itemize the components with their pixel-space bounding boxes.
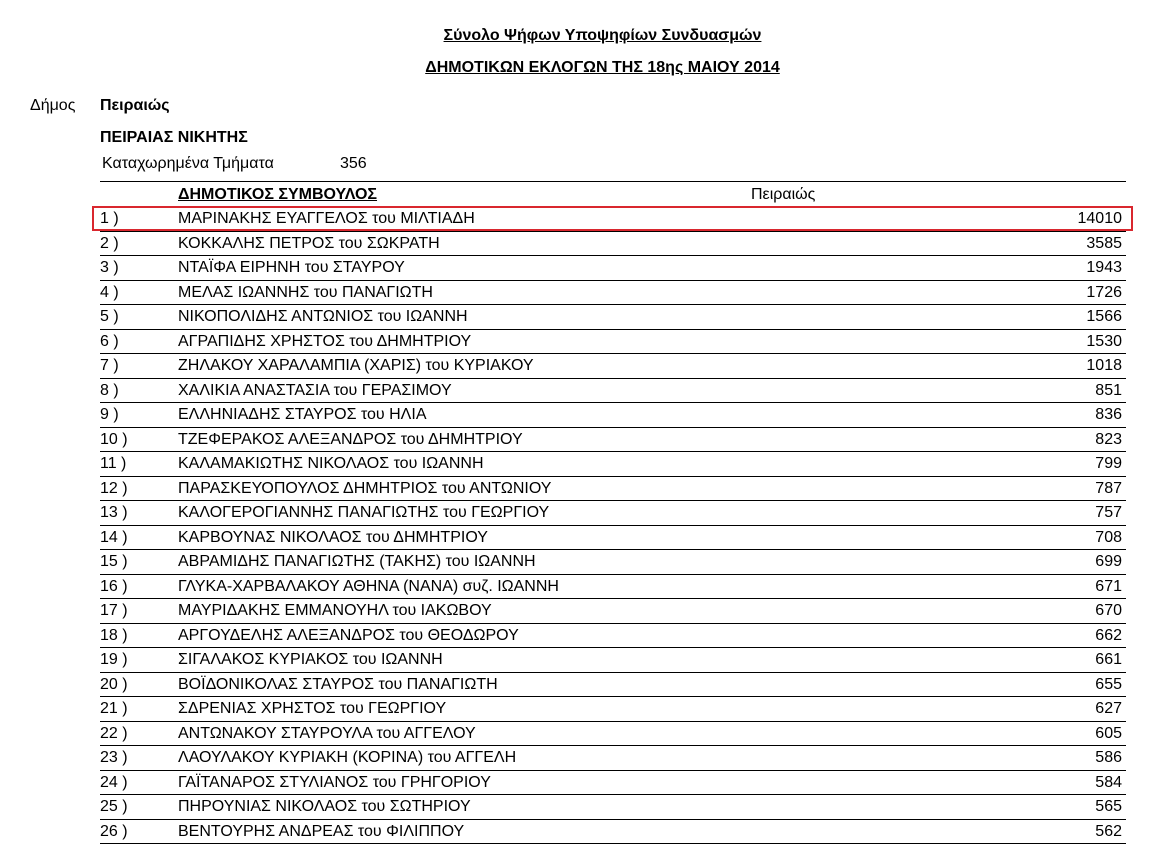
table-row	[100, 281, 1126, 306]
header-divider	[100, 181, 1126, 182]
vote-count: 605	[1095, 724, 1122, 742]
candidate-name: ΚΟΚΚΑΛΗΣ ΠΕΤΡΟΣ του ΣΩΚΡΑΤΗ	[178, 234, 440, 252]
candidate-name: ΜΑΥΡΙΔΑΚΗΣ ΕΜΜΑΝΟΥΗΛ του ΙΑΚΩΒΟΥ	[178, 602, 492, 619]
row-number: 9 )	[100, 406, 119, 423]
table-row	[100, 207, 1126, 232]
row-number: 24 )	[100, 773, 128, 791]
table-row	[100, 403, 1126, 428]
document-subtitle: ΔΗΜΟΤΙΚΩΝ ΕΚΛΟΓΩΝ ΤΗΣ 18ης ΜΑΙΟΥ 2014	[425, 59, 780, 76]
row-number: 2 )	[100, 234, 119, 252]
candidate-name: ΣΔΡΕΝΙΑΣ ΧΡΗΣΤΟΣ του ΓΕΩΡΓΙΟΥ	[178, 700, 447, 717]
vote-count: 851	[1095, 381, 1122, 399]
candidate-name: ΝΤΑΪΦΑ ΕΙΡΗΝΗ του ΣΤΑΥΡΟΥ	[178, 259, 405, 276]
table-row	[100, 354, 1126, 379]
candidate-name: ΧΑΛΙΚΙΑ ΑΝΑΣΤΑΣΙΑ του ΓΕΡΑΣΙΜΟΥ	[178, 381, 452, 399]
row-number: 16 )	[100, 577, 128, 595]
vote-count: 671	[1095, 577, 1122, 595]
registered-sections-value: 356	[340, 155, 367, 172]
table-row	[100, 722, 1126, 747]
column-header-region: Πειραιώς	[751, 186, 816, 203]
vote-count: 565	[1095, 798, 1122, 815]
table-row	[100, 648, 1126, 673]
table-row	[100, 477, 1126, 502]
document-title: Σύνολο Ψήφων Υποψηφίων Συνδυασμών	[443, 27, 762, 44]
vote-count: 562	[1095, 822, 1122, 840]
candidate-name: ΑΝΤΩΝΑΚΟΥ ΣΤΑΥΡΟΥΛΑ του ΑΓΓΕΛΟΥ	[178, 724, 476, 742]
candidate-name: ΛΑΟΥΛΑΚΟΥ ΚΥΡΙΑΚΗ (ΚΟΡΙΝΑ) του ΑΓΓΕΛΗ	[178, 749, 517, 766]
table-row	[100, 550, 1126, 575]
candidate-name: ΓΛΥΚΑ-ΧΑΡΒΑΛΑΚΟΥ ΑΘΗΝΑ (ΝΑΝΑ) συζ. ΙΩΑΝΝΗ	[178, 577, 559, 595]
vote-count: 787	[1095, 479, 1122, 497]
candidate-name: ΠΑΡΑΣΚΕΥΟΠΟΥΛΟΣ ΔΗΜΗΤΡΙΟΣ του ΑΝΤΩΝΙΟΥ	[178, 479, 552, 497]
row-number: 18 )	[100, 626, 128, 644]
vote-count: 1566	[1086, 308, 1122, 325]
candidate-name: ΚΑΡΒΟΥΝΑΣ ΝΙΚΟΛΑΟΣ του ΔΗΜΗΤΡΙΟΥ	[178, 528, 488, 546]
row-number: 10 )	[100, 430, 128, 448]
candidate-name: ΝΙΚΟΠΟΛΙΔΗΣ ΑΝΤΩΝΙΟΣ του ΙΩΑΝΝΗ	[178, 308, 468, 325]
row-number: 12 )	[100, 479, 128, 497]
candidate-name: ΤΖΕΦΕΡΑΚΟΣ ΑΛΕΞΑΝΔΡΟΣ του ΔΗΜΗΤΡΙΟΥ	[178, 430, 523, 448]
candidate-name: ΜΑΡΙΝΑΚΗΣ ΕΥΑΓΓΕΛΟΣ του ΜΙΛΤΙΑΔΗ	[178, 210, 475, 227]
table-row	[100, 820, 1126, 845]
row-number: 5 )	[100, 308, 119, 325]
table-row	[100, 746, 1126, 771]
vote-count: 662	[1095, 626, 1122, 644]
vote-count: 14010	[1077, 210, 1122, 227]
vote-count: 1726	[1086, 283, 1122, 301]
row-number: 14 )	[100, 528, 128, 546]
vote-count: 757	[1095, 504, 1122, 521]
candidate-table	[100, 207, 1126, 844]
row-number: 7 )	[100, 357, 119, 374]
row-number: 4 )	[100, 283, 119, 301]
row-number: 23 )	[100, 749, 128, 766]
vote-count: 836	[1095, 406, 1122, 423]
row-number: 15 )	[100, 553, 128, 570]
table-row	[100, 305, 1126, 330]
column-header-candidate: ΔΗΜΟΤΙΚΟΣ ΣΥΜΒΟΥΛΟΣ	[178, 186, 378, 203]
row-number: 1 )	[100, 210, 119, 227]
candidate-name: ΣΙΓΑΛΑΚΟΣ ΚΥΡΙΑΚΟΣ του ΙΩΑΝΝΗ	[178, 651, 443, 668]
candidate-name: ΚΑΛΟΓΕΡΟΓΙΑΝΝΗΣ ΠΑΝΑΓΙΩΤΗΣ του ΓΕΩΡΓΙΟΥ	[178, 504, 550, 521]
table-row	[100, 428, 1126, 453]
table-row	[100, 795, 1126, 820]
row-number: 6 )	[100, 332, 119, 350]
table-row	[100, 599, 1126, 624]
vote-count: 1943	[1086, 259, 1122, 276]
table-row	[100, 501, 1126, 526]
table-row	[100, 624, 1126, 649]
municipality-label: Δήμος	[30, 97, 76, 114]
row-number: 20 )	[100, 675, 128, 693]
candidate-name: ΑΓΡΑΠΙΔΗΣ ΧΡΗΣΤΟΣ του ΔΗΜΗΤΡΙΟΥ	[178, 332, 472, 350]
row-number: 19 )	[100, 651, 128, 668]
row-number: 21 )	[100, 700, 128, 717]
candidate-name: ΑΒΡΑΜΙΔΗΣ ΠΑΝΑΓΙΩΤΗΣ (ΤΑΚΗΣ) του ΙΩΑΝΝΗ	[178, 553, 536, 570]
vote-count: 823	[1095, 430, 1122, 448]
candidate-name: ΒΟΪΔΟΝΙΚΟΛΑΣ ΣΤΑΥΡΟΣ του ΠΑΝΑΓΙΩΤΗ	[178, 675, 498, 693]
table-row	[100, 256, 1126, 281]
table-row	[100, 526, 1126, 551]
vote-count: 627	[1095, 700, 1122, 717]
row-number: 17 )	[100, 602, 128, 619]
row-number: 8 )	[100, 381, 119, 399]
row-number: 22 )	[100, 724, 128, 742]
row-number: 3 )	[100, 259, 119, 276]
row-number: 25 )	[100, 798, 128, 815]
table-row	[100, 697, 1126, 722]
vote-count: 1530	[1086, 332, 1122, 350]
candidate-name: ΑΡΓΟΥΔΕΛΗΣ ΑΛΕΞΑΝΔΡΟΣ του ΘΕΟΔΩΡΟΥ	[178, 626, 519, 644]
vote-count: 586	[1095, 749, 1122, 766]
vote-count: 655	[1095, 675, 1122, 693]
table-row	[100, 379, 1126, 404]
candidate-name: ΒΕΝΤΟΥΡΗΣ ΑΝΔΡΕΑΣ του ΦΙΛΙΠΠΟΥ	[178, 822, 465, 840]
candidate-name: ΖΗΛΑΚΟΥ ΧΑΡΑΛΑΜΠΙΑ (ΧΑΡΙΣ) του ΚΥΡΙΑΚΟΥ	[178, 357, 534, 374]
municipality-value: Πειραιώς	[100, 97, 170, 114]
table-row	[100, 771, 1126, 796]
row-number: 13 )	[100, 504, 128, 521]
table-row	[100, 673, 1126, 698]
vote-count: 661	[1095, 651, 1122, 668]
table-row	[100, 452, 1126, 477]
candidate-name: ΕΛΛΗΝΙΑΔΗΣ ΣΤΑΥΡΟΣ του ΗΛΙΑ	[178, 406, 427, 423]
row-number: 26 )	[100, 822, 128, 840]
table-row	[100, 232, 1126, 257]
row-number: 11 )	[100, 455, 127, 472]
vote-count: 699	[1095, 553, 1122, 570]
candidate-name: ΠΗΡΟΥΝΙΑΣ ΝΙΚΟΛΑΟΣ του ΣΩΤΗΡΙΟΥ	[178, 798, 471, 815]
vote-count: 670	[1095, 602, 1122, 619]
vote-count: 708	[1095, 528, 1122, 546]
candidate-name: ΓΑΪΤΑΝΑΡΟΣ ΣΤΥΛΙΑΝΟΣ του ΓΡΗΓΟΡΙΟΥ	[178, 773, 491, 791]
candidate-name: ΜΕΛΑΣ ΙΩΑΝΝΗΣ του ΠΑΝΑΓΙΩΤΗ	[178, 283, 433, 301]
table-row	[100, 330, 1126, 355]
party-name: ΠΕΙΡΑΙΑΣ ΝΙΚΗΤΗΣ	[100, 129, 248, 146]
candidate-name: ΚΑΛΑΜΑΚΙΩΤΗΣ ΝΙΚΟΛΑΟΣ του ΙΩΑΝΝΗ	[178, 455, 484, 472]
vote-count: 3585	[1086, 234, 1122, 252]
vote-count: 799	[1095, 455, 1122, 472]
vote-count: 584	[1095, 773, 1122, 791]
vote-count: 1018	[1086, 357, 1122, 374]
registered-sections-label: Καταχωρημένα Τμήματα	[102, 155, 274, 172]
table-row	[100, 575, 1126, 600]
